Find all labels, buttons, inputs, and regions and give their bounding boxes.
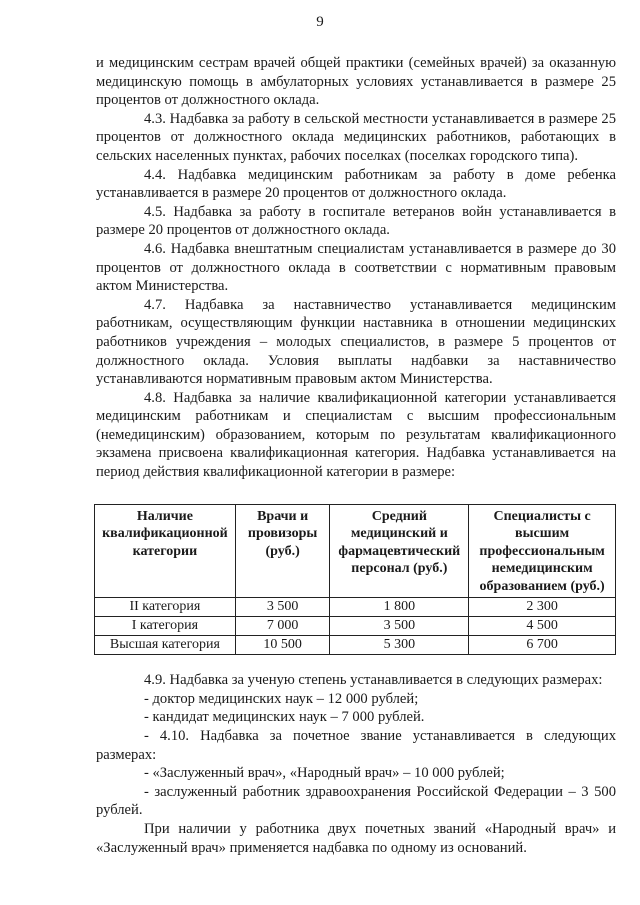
list-item-candidate-of-science: - кандидат медицинских наук – 7 000 рублей.: [144, 709, 425, 726]
table-cell: 2 300: [469, 598, 616, 617]
table-cell: 6 700: [469, 636, 616, 655]
table-cell: 1 800: [330, 598, 469, 617]
table-cell: II категория: [95, 598, 236, 617]
table-cell: 7 000: [235, 617, 330, 636]
paragraph-4-3: 4.3. Надбавка за работу в сельской местности устанавливается в размере 25 процентов от должностного оклада медицинских работников, работающих в сельских населенных пунктах, рабочих поселках (поселках городского типа).: [96, 110, 616, 164]
header-specialists: Специалисты с высшим профессиональным немедицинским образованием (руб.): [469, 504, 616, 598]
table-cell: 3 500: [235, 598, 330, 617]
paragraph-4-9: 4.9. Надбавка за ученую степень устанавливается в следующих размерах:: [144, 672, 603, 689]
list-item-doctor-of-science: - доктор медицинских наук – 12 000 рублей;: [144, 690, 419, 707]
qualification-table: [94, 504, 616, 656]
table-cell: 4 500: [469, 617, 616, 636]
table-row: [95, 636, 616, 655]
document-body: [96, 54, 616, 857]
table-cell: 3 500: [330, 617, 469, 636]
paragraph-4-4: 4.4. Надбавка медицинским работникам за работу в доме ребенка устанавливается в размере 20 процентов от должностного оклада.: [96, 166, 616, 202]
paragraph-two-titles: При наличии у работника двух почетных званий «Народный врач» и «Заслуженный врач» применяется надбавка по одному из оснований.: [96, 820, 616, 856]
header-category: Наличие квалификационной категории: [95, 504, 236, 598]
table-cell: 5 300: [330, 636, 469, 655]
paragraph-4-6: 4.6. Надбавка внештатным специалистам устанавливается в размере до 30 процентов от должностного оклада в соответствии с нормативным правовым актом Министерства.: [96, 240, 616, 295]
table-cell: 10 500: [235, 636, 330, 655]
paragraph-4-8: 4.8. Надбавка за наличие квалификационной категории устанавливается медицинским работникам и специалистам с высшим профессиональным (немедицинским) образованием, которым по результатам квалификационного экзамена присвоена квалификационная категория. Надбавка устанавливается на период действия квалификационной категории в размере:: [96, 389, 616, 481]
page-number: 9: [316, 14, 324, 30]
table-cell: Высшая категория: [95, 636, 236, 655]
header-doctors: Врачи и провизоры (руб.): [235, 504, 330, 598]
table-header-row: [95, 504, 616, 598]
paragraph-4-5: 4.5. Надбавка за работу в госпитале ветеранов войн устанавливается в размере 20 процентов от должностного оклада.: [96, 203, 616, 239]
list-item-honored-doctor: - «Заслуженный врач», «Народный врач» – 10 000 рублей;: [144, 765, 505, 782]
paragraph-4-10: - 4.10. Надбавка за почетное звание устанавливается в следующих размерах:: [96, 727, 616, 763]
table-cell: I категория: [95, 617, 236, 636]
table-row: [95, 598, 616, 617]
list-item-honored-health-worker: - заслуженный работник здравоохранения Российской Федерации – 3 500 рублей.: [96, 783, 616, 819]
header-mid-staff: Средний медицинский и фармацевтический персонал (руб.): [330, 504, 469, 598]
paragraph-4-7: 4.7. Надбавка за наставничество устанавливается медицинским работникам, осуществляющим функции наставника в отношении медицинских работников учреждения – молодых специалистов, в размере 5 процентов от должностного оклада. Условия выплаты надбавки за наставничество устанавливаются нормативным правовым актом Министерства.: [96, 296, 616, 388]
table-row: [95, 617, 616, 636]
paragraph-continuation: и медицинским сестрам врачей общей практики (семейных врачей) за оказанную медицинскую помощь в амбулаторных условиях устанавливается в размере 25 процентов от должностного оклада.: [96, 55, 616, 109]
